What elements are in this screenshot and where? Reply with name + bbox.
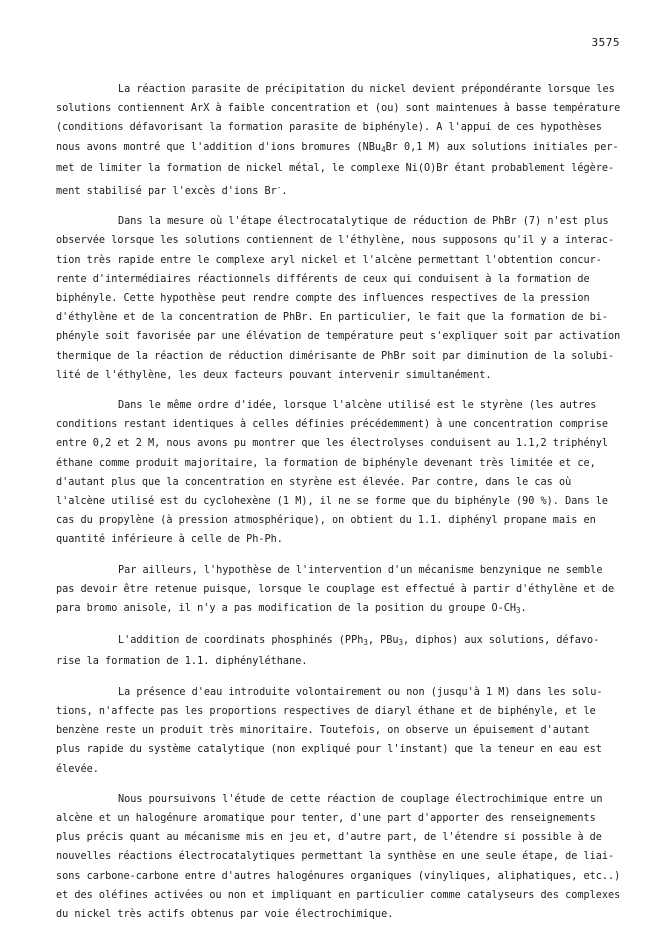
text-line: conditions restant identiques à celles définies précédemment) à une concentration comprise [56,419,609,431]
text-line: quantité inférieure à celle de Ph-Ph. [56,534,283,546]
text-line: du nickel très actifs obtenus par voie électrochimique. [56,908,394,920]
text-line: Par ailleurs, l'hypothèse de l'intervention d'un mécanisme benzynique ne semble [118,564,603,576]
text-fragment: . [281,186,288,198]
text-fragment: , PBu [367,635,399,647]
text-line: d'éthylène et de la concentration de PhBr. En particulier, le fait que la formation de bi- [56,312,609,324]
text-line: benzène reste un produit très minoritaire. Toutefois, on observe un épuisement d'autant [56,725,590,737]
text-line: La réaction parasite de précipitation du nickel devient prépondérante lorsque les [118,84,615,95]
paragraph-2 [56,212,628,385]
subscript: 3 [398,638,404,648]
text-line: observée lorsque les solutions contiennent de l'éthylène, nous supposons qu'il y a interac- [56,235,615,247]
text-line: plus précis quant au mécanisme mis en jeu et, d'autre part, de l'étendre si possible à de [56,832,602,844]
text-line: rise la formation de 1.1. diphényléthane. [56,656,308,668]
text-line: La présence d'eau introduite volontairement ou non (jusqu'à 1 M) dans les solu- [118,686,603,698]
text-line: et des oléfines activées ou non et impliquant en particulier comme catalyseurs des complexes [56,889,621,901]
text-line: Nous poursuivons l'étude de cette réaction de couplage électrochimique entre un [118,793,603,805]
text-line: rente d'intermédiaires réactionnels différents de ceux qui conduisent à la formation de [56,273,590,285]
text-line: phényle soit favorisée par une élévation de température peut s'expliquer soit par activation [56,331,621,343]
text-line: entre 0,2 et 2 M, nous avons pu montrer que les électrolyses conduisent au 1.1,2 triphényl [56,438,609,450]
text-line: l'alcène utilisé est du cyclohexène (1 M), il ne se forme que du biphényle (90 %). Dans le [56,496,609,508]
text-line: lité de l'éthylène, les deux facteurs pouvant intervenir simultanément. [56,369,492,381]
text-line: Dans la mesure où l'étape électrocatalytique de réduction de PhBr (7) n'est plus [118,216,609,228]
text-line: plus rapide du système catalytique (non expliqué pour l'instant) que la teneur en eau est [56,744,602,756]
text-line: solutions contiennent ArX à faible concentration et (ou) sont maintenues à basse température [56,103,621,115]
paragraph-6 [56,683,628,779]
text-line: élevée. [56,763,99,775]
text-line: éthane comme produit majoritaire, la formation de biphényle devenant très limitée et ce, [56,457,596,469]
subscript: 3 [363,638,368,648]
text-fragment: Br 0,1 M) aux solutions initiales per- [385,141,619,153]
text-line: thermique de la réaction de réduction dimérisante de PhBr soit par diminution de la solubi- [56,350,615,362]
text-fragment: nous avons montré que l'addition d'ions bromures (NBu [56,141,382,153]
paragraph-5 [56,631,628,671]
text-fragment: ment stabilisé par l'excès d'ions Br [56,186,277,198]
text-line [56,138,628,159]
body-text [56,80,628,935]
text-line: d'autant plus que la concentration en styrène est élevée. Par contre, dans le cas où [56,476,572,488]
text-fragment: , diphos) aux solutions, défavo- [403,635,600,647]
text-line: Dans le même ordre d'idée, lorsque l'alcène utilisé est le styrène (les autres [118,400,597,412]
text-line: tions, n'affecte pas les proportions respectives de diaryl éthane et de biphényle, et le [56,705,596,717]
page-number: 3575 [591,36,620,49]
text-line [56,599,628,620]
paragraph-3 [56,396,628,550]
text-fragment: para bromo anisole, il n'y a pas modification de la position du groupe O-CH [56,603,517,615]
text-fragment: L'addition de coordinats phosphinés (PPh [118,635,364,647]
paragraph-7 [56,790,628,924]
text-line: (conditions défavorisant la formation parasite de biphényle). A l'appui de ces hypothèses [56,122,602,134]
text-line: cas du propylène (à pression atmosphérique), on obtient du 1.1. diphényl propane mais en [56,515,596,527]
text-line [56,631,628,652]
paragraph-1 [56,80,628,201]
text-fragment: . [520,603,527,615]
text-line: sons carbone-carbone entre d'autres halogénures organiques (vinyliques, aliphatiques, etc..) [56,870,621,882]
text-line: biphényle. Cette hypothèse peut rendre compte des influences respectives de la pression [56,293,590,305]
text-line: nouvelles réactions électrocatalytiques permettant la synthèse en une seule étape, de liai- [56,851,615,863]
text-line: met de limiter la formation de nickel métal, le complexe Ni(O)Br étant probablement légère- [56,162,615,174]
text-line: tion très rapide entre le complexe aryl nickel et l'alcène permettant l'obtention concur- [56,254,602,266]
subscript: 4 [381,144,386,154]
text-line [56,178,628,201]
paragraph-4 [56,561,628,621]
text-line: alcène et un halogénure aromatique pour tenter, d'une part d'apporter des renseignements [56,812,596,824]
subscript: 3 [516,606,521,616]
superscript: - [276,183,282,193]
text-line: pas devoir être retenue puisque, lorsque le couplage est effectué à partir d'éthylène et de [56,583,615,595]
